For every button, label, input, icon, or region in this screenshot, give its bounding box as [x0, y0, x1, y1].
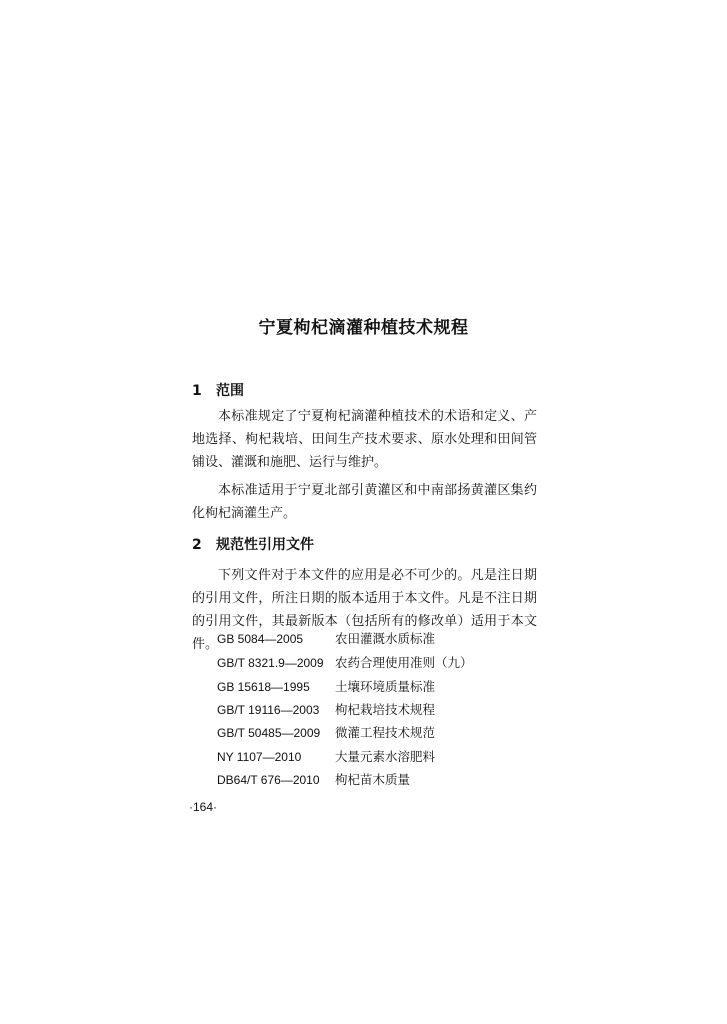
reference-item: [217, 748, 435, 766]
reference-name: 枸杞栽培技术规程: [335, 702, 436, 717]
reference-code: GB/T 19116—2003: [217, 703, 320, 717]
section-title: 范围: [216, 383, 244, 399]
reference-item: [217, 654, 473, 672]
reference-item: [217, 678, 435, 696]
reference-name: 微灌工程技术规范: [335, 725, 436, 740]
page-number: ·164·: [189, 800, 218, 814]
references-intro-paragraph: 下列文件对于本文件的应用是必不可少的。凡是注日期的引用文件，所注日期的版本适用于本文件。凡是不注日期的引用文件，其最新版本（包括所有的修改单）适用于本文件。: [192, 568, 537, 652]
reference-item: [217, 771, 410, 789]
reference-code: GB/T 50485—2009: [217, 726, 321, 740]
reference-name: 土壤环境质量标准: [335, 679, 436, 694]
section-heading-normative-references: [192, 534, 314, 554]
section-heading-scope: [192, 380, 244, 400]
reference-item: [217, 724, 435, 742]
section-title: 规范性引用文件: [216, 537, 314, 553]
reference-code: NY 1107—2010: [217, 750, 302, 764]
reference-name: 枸杞苗木质量: [335, 772, 411, 787]
reference-code: DB64/T 676—2010: [217, 773, 320, 787]
document-title: 宁夏枸杞滴灌种植技术规程: [258, 318, 469, 338]
section-number: 1: [192, 383, 202, 399]
reference-code: GB 15618—1995: [217, 680, 310, 694]
reference-name: 大量元素水溶肥料: [335, 749, 436, 764]
scope-paragraph-1: 本标准规定了宁夏枸杞滴灌种植技术的术语和定义、产地选择、枸杞栽培、田间生产技术要求、原水处理和田间管铺设、灌溉和施肥、运行与维护。: [192, 409, 537, 470]
reference-code: GB/T 8321.9—2009: [217, 656, 324, 670]
reference-name: 农药合理使用准则（九）: [335, 655, 473, 670]
reference-item: [217, 701, 435, 719]
reference-item: [217, 630, 435, 648]
reference-name: 农田灌溉水质标准: [335, 631, 436, 646]
reference-code: GB 5084—2005: [217, 632, 304, 646]
scope-paragraph-2: 本标准适用于宁夏北部引黄灌区和中南部扬黄灌区集约化枸杞滴灌生产。: [192, 483, 537, 521]
section-number: 2: [192, 537, 202, 553]
